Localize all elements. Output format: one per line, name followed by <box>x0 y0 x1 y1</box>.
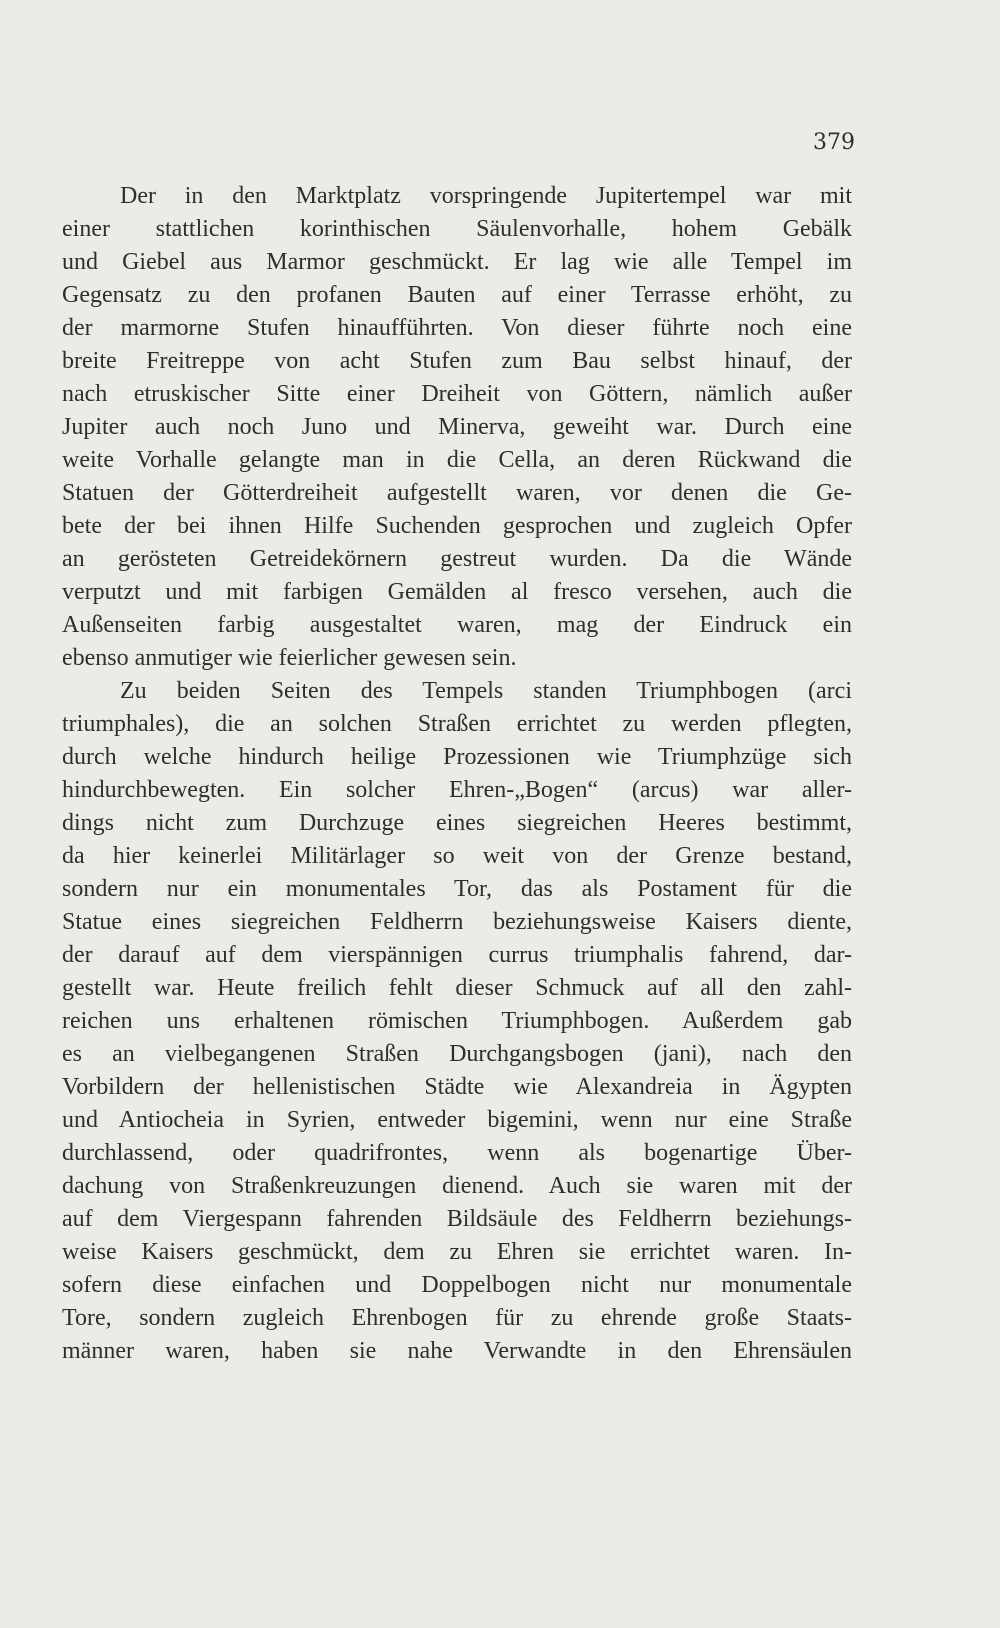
text-line: Tore, sondern zugleich Ehrenbogen für zu ehrende große Staats- <box>62 1305 852 1331</box>
text-line: und Antiocheia in Syrien, entweder bigemini, wenn nur eine Straße <box>62 1107 852 1133</box>
text-line: triumphales), die an solchen Straßen errichtet zu werden pflegten, <box>62 711 852 737</box>
text-line: durch welche hindurch heilige Prozessionen wie Triumphzüge sich <box>62 744 852 770</box>
text-line: Gegensatz zu den profanen Bauten auf einer Terrasse erhöht, zu <box>62 282 852 308</box>
text-line: es an vielbegangenen Straßen Durchgangsbogen (jani), nach den <box>62 1041 852 1067</box>
text-line: dings nicht zum Durchzuge eines siegreichen Heeres bestimmt, <box>62 810 852 836</box>
text-line: an gerösteten Getreidekörnern gestreut wurden. Da die Wände <box>62 546 852 572</box>
text-line: dachung von Straßenkreuzungen dienend. Auch sie waren mit der <box>62 1173 852 1199</box>
text-line: der darauf auf dem vierspännigen currus triumphalis fahrend, dar- <box>62 942 852 968</box>
text-line: hindurchbewegten. Ein solcher Ehren-„Bogen“ (arcus) war aller- <box>62 777 852 803</box>
text-line: ebenso anmutiger wie feierlicher gewesen sein. <box>62 645 517 671</box>
text-line: weite Vorhalle gelangte man in die Cella, an deren Rückwand die <box>62 447 852 473</box>
text-line: Zu beiden Seiten des Tempels standen Triumphbogen (arci <box>120 678 852 704</box>
text-line: der marmorne Stufen hinaufführten. Von dieser führte noch eine <box>62 315 852 341</box>
text-line: einer stattlichen korinthischen Säulenvorhalle, hohem Gebälk <box>62 216 852 242</box>
text-line: da hier keinerlei Militärlager so weit von der Grenze bestand, <box>62 843 852 869</box>
text-line: sondern nur ein monumentales Tor, das als Postament für die <box>62 876 852 902</box>
text-line: Vorbildern der hellenistischen Städte wie Alexandreia in Ägypten <box>62 1074 852 1100</box>
text-line: auf dem Viergespann fahrenden Bildsäule des Feldherrn beziehungs- <box>62 1206 852 1232</box>
text-line: und Giebel aus Marmor geschmückt. Er lag wie alle Tempel im <box>62 249 852 275</box>
text-line: durchlassend, oder quadrifrontes, wenn als bogenartige Über- <box>62 1140 852 1166</box>
text-line: weise Kaisers geschmückt, dem zu Ehren sie errichtet waren. In- <box>62 1239 852 1265</box>
text-line: sofern diese einfachen und Doppelbogen nicht nur monumentale <box>62 1272 852 1298</box>
text-line: gestellt war. Heute freilich fehlt dieser Schmuck auf all den zahl- <box>62 975 852 1001</box>
text-line: Jupiter auch noch Juno und Minerva, geweiht war. Durch eine <box>62 414 852 440</box>
text-line: männer waren, haben sie nahe Verwandte in den Ehrensäulen <box>62 1338 852 1364</box>
text-line: nach etruskischer Sitte einer Dreiheit von Göttern, nämlich außer <box>62 381 852 407</box>
text-line: Der in den Marktplatz vorspringende Jupitertempel war mit <box>120 183 852 209</box>
text-line: verputzt und mit farbigen Gemälden al fresco versehen, auch die <box>62 579 852 605</box>
text-line: breite Freitreppe von acht Stufen zum Bau selbst hinauf, der <box>62 348 852 374</box>
text-line: Außenseiten farbig ausgestaltet waren, mag der Eindruck ein <box>62 612 852 638</box>
text-line: reichen uns erhaltenen römischen Triumphbogen. Außerdem gab <box>62 1008 852 1034</box>
page-number: 379 <box>813 130 855 155</box>
text-line: bete der bei ihnen Hilfe Suchenden gesprochen und zugleich Opfer <box>62 513 852 539</box>
text-line: Statuen der Götterdreiheit aufgestellt waren, vor denen die Ge- <box>62 480 852 506</box>
text-line: Statue eines siegreichen Feldherrn beziehungsweise Kaisers diente, <box>62 909 852 935</box>
